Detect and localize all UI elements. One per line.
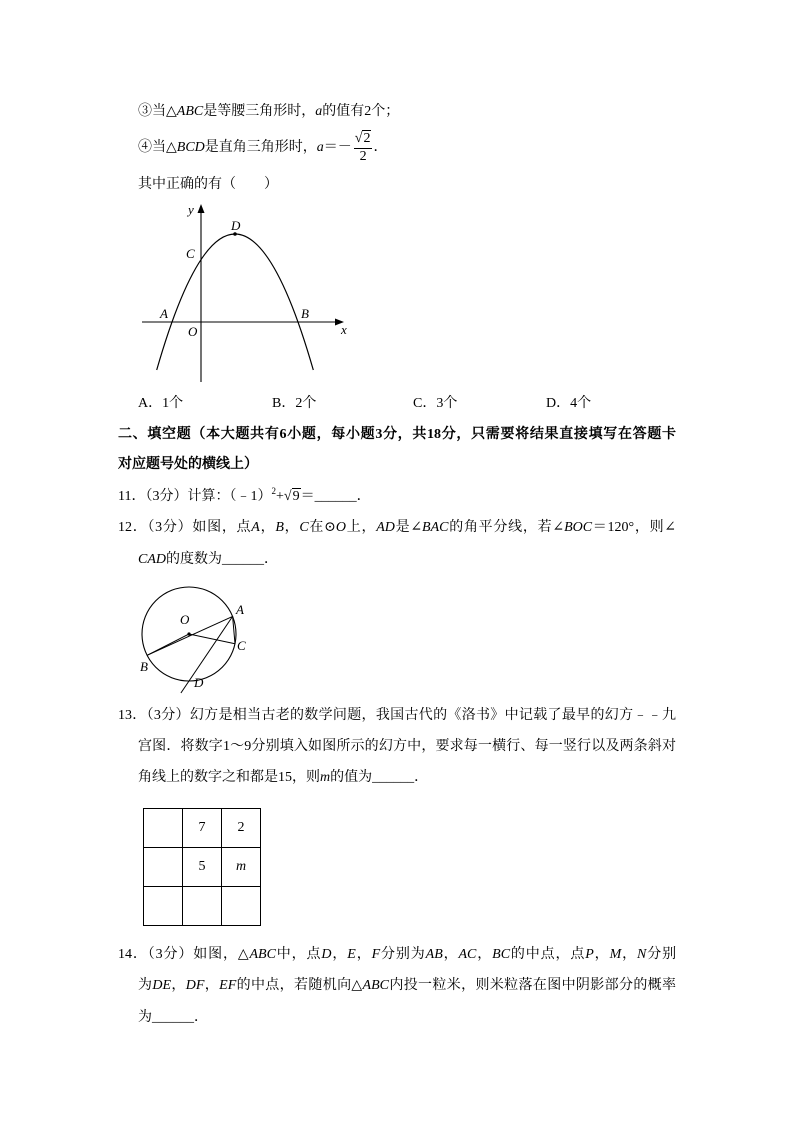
math-variable: D (321, 947, 332, 962)
math-variable: ABC (362, 978, 389, 993)
text-run: ③当△ (138, 104, 177, 119)
text-run: 是∠ (394, 520, 423, 535)
q10-statement-4 (138, 130, 388, 164)
segment-oc (189, 634, 235, 644)
math-variable: BC (492, 947, 511, 962)
text-run: 中，点 (275, 947, 322, 962)
q14-line-3 (138, 1008, 676, 1028)
q11-equals: ＝ (300, 489, 315, 504)
magic-square-row (144, 809, 261, 848)
point-b-label: B (301, 306, 309, 321)
text-run: ＝－ (323, 140, 352, 155)
math-variable: C (299, 520, 309, 535)
magic-square (143, 808, 261, 926)
math-variable: E (347, 947, 356, 962)
math-variable: ABC (176, 104, 204, 119)
text-run: 13．（3分）幻方是相当古老的数学问题，我国古代的《洛书》中记载了最早的幻方﹣﹣九 (118, 708, 676, 723)
magic-square-cell: 2 (222, 809, 261, 848)
math-variable: O (335, 520, 346, 535)
text-run: ， (593, 947, 610, 962)
text-run: 是等腰三角形时， (203, 104, 316, 119)
option-d: D．4个 (546, 396, 592, 411)
text-run: ， (283, 520, 300, 535)
magic-square-cell: m (222, 848, 261, 887)
text-run: ． (194, 1010, 208, 1025)
point-c-label: C (237, 638, 246, 653)
magic-square-cell: 7 (183, 809, 222, 848)
math-variable: AC (458, 947, 477, 962)
point-d-label: D (194, 675, 204, 690)
fraction (354, 131, 373, 165)
magic-square-cell (144, 848, 183, 887)
text-run: 在⊙ (308, 520, 336, 535)
text-run: 分别为 (380, 947, 426, 962)
radicand: 9 (292, 489, 300, 504)
math-variable: m (320, 770, 331, 785)
text-run: ， (355, 947, 372, 962)
math-variable: A (251, 520, 260, 535)
q14-line-1 (118, 945, 676, 965)
text-run: 的度数为 (166, 552, 222, 567)
option-c: C．3个 (413, 396, 458, 411)
origin-label: O (188, 324, 198, 339)
text-run: 的角平分线，若∠ (448, 520, 565, 535)
math-variable: BAC (422, 520, 449, 535)
math-variable: ABC (249, 947, 276, 962)
math-variable: BCD (176, 140, 205, 155)
q10-statement-4-period: ． (373, 140, 388, 155)
text-run: 为 (138, 978, 153, 993)
text-run: 宫图．将数字1～9分别填入如图所示的幻方中，要求每一横行、每一竖行以及两条斜对 (138, 739, 676, 754)
q11-period: ． (356, 489, 371, 504)
text-run: ． (264, 552, 278, 567)
math-variable: F (371, 947, 381, 962)
math-variable: a (316, 140, 324, 155)
answer-blank: ______ (372, 770, 415, 785)
magic-square-cell (222, 887, 261, 926)
q11-plus: + (275, 489, 284, 504)
text-run: ， (442, 947, 459, 962)
x-axis-label: x (341, 322, 347, 337)
text-run: ． (414, 770, 429, 785)
point-b-label: B (140, 659, 148, 674)
circle-figure (135, 585, 250, 697)
text-run: ＝120°，则∠ (592, 520, 677, 535)
math-variable: P (585, 947, 594, 962)
magic-square-cell (144, 887, 183, 926)
parabola-graph (130, 195, 360, 390)
fraction-denominator: 2 (359, 148, 367, 164)
q14-line-2 (138, 976, 676, 996)
q13-line-2 (138, 737, 676, 757)
math-variable: CAD (138, 552, 166, 567)
radicand: 2 (363, 130, 371, 146)
math-variable: DF (185, 978, 205, 993)
text-run: 角线上的数字之和都是15，则 (138, 770, 320, 785)
q11-exponent: 2 (271, 486, 276, 496)
point-o-label: O (180, 612, 190, 627)
text-run: 14．（3分）如图，△ (118, 947, 250, 962)
point-d-label: D (231, 218, 241, 233)
text-run: 的中点，若随机向△ (236, 978, 363, 993)
magic-square-row (144, 887, 261, 926)
q10-statement-4-text (138, 140, 352, 155)
text-run: ， (204, 978, 220, 993)
y-axis-arrow (198, 204, 205, 213)
text-run: ， (259, 520, 276, 535)
text-run: 的值为 (330, 770, 373, 785)
point-c-label: C (186, 246, 195, 261)
text-run: 12．（3分）如图，点 (118, 520, 252, 535)
math-variable: AD (376, 520, 395, 535)
fraction-numerator (354, 131, 373, 149)
text-run: 分别 (646, 947, 677, 962)
math-variable: a (315, 104, 323, 119)
math-variable: M (609, 947, 622, 962)
math-variable: BOC (564, 520, 593, 535)
answer-blank: ______ (222, 552, 264, 567)
q11-line (118, 487, 676, 507)
text-run: 上， (346, 520, 377, 535)
math-variable: DE (152, 978, 172, 993)
math-variable: N (636, 947, 647, 962)
radical-sign: √ (354, 130, 363, 146)
text-run: ， (171, 978, 186, 993)
parabola-curve (157, 234, 314, 370)
magic-square-cell (183, 887, 222, 926)
center-point (187, 632, 190, 635)
section-2-heading-cont: 对应题号处的横线上） (118, 457, 258, 472)
magic-square-cell: 5 (183, 848, 222, 887)
answer-blank: ______ (152, 1010, 194, 1025)
text-run: ④当△ (138, 140, 177, 155)
magic-square-cell (144, 809, 183, 848)
answer-blank: ______ (314, 489, 357, 504)
text-run: 内投一粒米，则米粒落在图中阴影部分的概率 (389, 978, 677, 993)
y-axis-label: y (188, 202, 194, 217)
q13-line-1 (118, 706, 676, 726)
text-run: 是直角三角形时， (204, 140, 317, 155)
q10-statement-3 (138, 102, 399, 122)
text-run: 为 (138, 1010, 152, 1025)
q12-line-2 (138, 550, 676, 570)
text-run: 的中点，点 (510, 947, 586, 962)
math-variable: EF (219, 978, 237, 993)
math-variable: B (275, 520, 284, 535)
q12-line-1 (118, 518, 676, 538)
point-a-label: A (160, 306, 168, 321)
q13-line-3 (138, 768, 676, 788)
text-run: ， (476, 947, 493, 962)
q10-prompt: 其中正确的有（ ） (138, 177, 278, 192)
section-2-heading: 二、填空题（本大题共有6小题，每小题3分，共18分，只需要将结果直接填写在答题卡 (118, 427, 676, 442)
radical-sign: √ (283, 489, 292, 504)
math-variable: AB (425, 947, 443, 962)
q11-radical (284, 488, 301, 504)
text-run: ， (621, 947, 637, 962)
option-a: A．1个 (138, 396, 184, 411)
q11-stem: 11．（3分）计算：（﹣1） (118, 489, 272, 504)
text-run: 的值有2个； (322, 104, 400, 119)
text-run: ， (331, 947, 348, 962)
option-b: B．2个 (272, 396, 317, 411)
point-a-label: A (236, 602, 244, 617)
magic-square-row (144, 848, 261, 887)
